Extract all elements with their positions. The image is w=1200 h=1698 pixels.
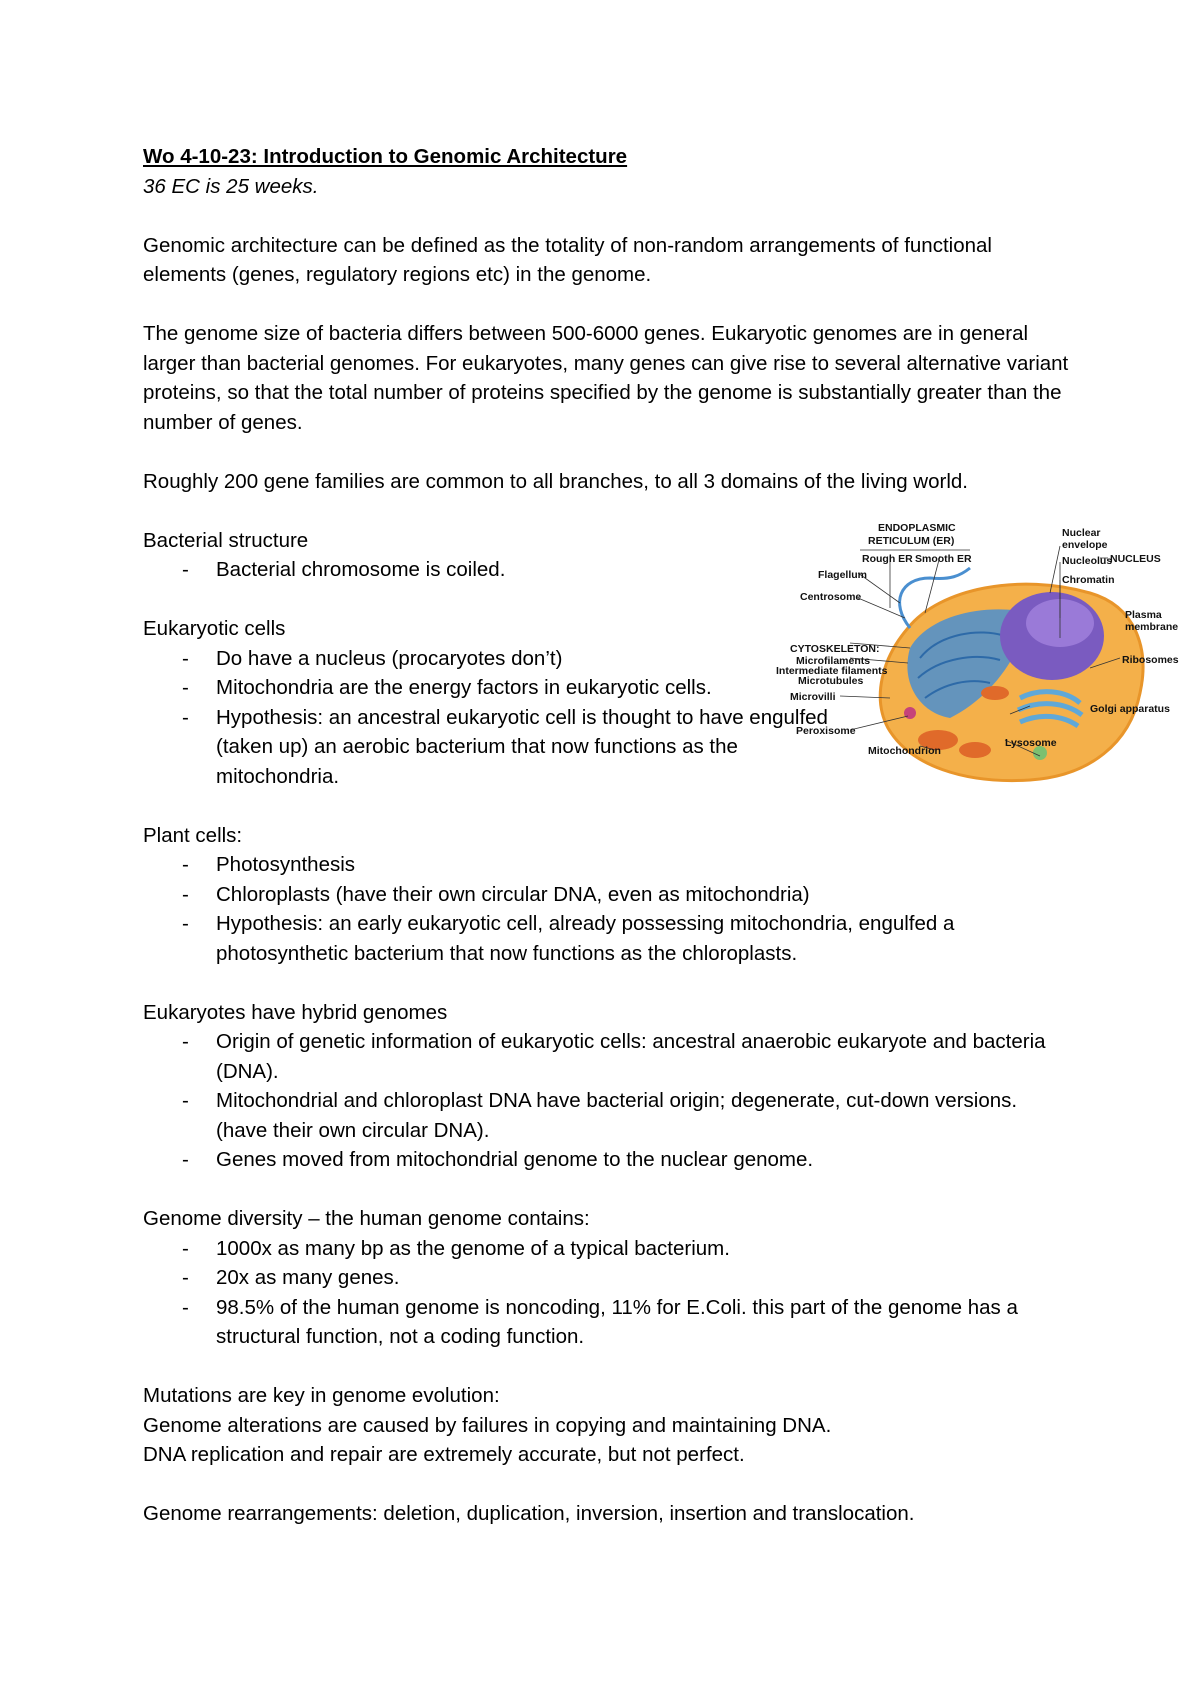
list-item-text: Hypothesis: an ancestral eukaryotic cell is thought to have engulfed (taken up) an aerobic bacterium that now functions as the mitochondria. bbox=[216, 705, 828, 788]
document-body bbox=[143, 142, 1073, 1529]
label-plasma-membrane: membrane bbox=[1125, 621, 1179, 633]
bullet-dash: - bbox=[182, 1148, 189, 1171]
bullet-dash: - bbox=[182, 1030, 189, 1053]
label-plasma-membrane: Plasma bbox=[1125, 609, 1162, 621]
mitochondrion-shape bbox=[981, 686, 1009, 700]
list-item bbox=[143, 909, 1073, 968]
section-heading-eukaryotic: Eukaryotic cells bbox=[143, 617, 286, 640]
bullet-dash: - bbox=[182, 912, 189, 935]
diversity-list bbox=[143, 1234, 1073, 1352]
list-item-text: Do have a nucleus (procaryotes don’t) bbox=[216, 646, 563, 670]
mutations-line-1: Genome alterations are caused by failures in copying and maintaining DNA. bbox=[143, 1413, 832, 1437]
paragraph-gene-families: Roughly 200 gene families are common to all branches, to all 3 domains of the living world. bbox=[143, 469, 968, 493]
list-item-text: Photosynthesis bbox=[216, 853, 356, 876]
section-heading-mutations: Mutations are key in genome evolution: bbox=[143, 1384, 500, 1407]
label-golgi-apparatus: Golgi apparatus bbox=[1090, 703, 1170, 715]
label-microtubules: Microtubules bbox=[798, 675, 864, 687]
list-item-text: Bacterial chromosome is coiled. bbox=[216, 558, 506, 581]
animal-cell-svg bbox=[776, 518, 1200, 818]
list-item bbox=[143, 703, 856, 792]
label-microfilaments: Microfilaments bbox=[796, 655, 871, 667]
list-item bbox=[143, 1293, 1073, 1352]
bullet-dash: - bbox=[182, 558, 189, 581]
peroxisome-shape bbox=[904, 707, 916, 719]
label-flagellum: Flagellum bbox=[818, 569, 868, 581]
section-heading-bacterial: Bacterial structure bbox=[143, 528, 309, 552]
label-rough-er: Rough ER bbox=[862, 553, 913, 565]
label-microvilli: Microvilli bbox=[790, 691, 836, 703]
label-cytoskeleton: CYTOSKELETON: bbox=[790, 643, 880, 655]
list-item bbox=[143, 880, 1073, 910]
list-item-text: Chloroplasts (have their own circular DNA, even as mitochondria) bbox=[216, 882, 810, 906]
list-item bbox=[143, 1086, 1073, 1145]
label-ribosomes: Ribosomes bbox=[1122, 654, 1179, 666]
bullet-dash: - bbox=[182, 1266, 189, 1289]
bullet-dash: - bbox=[182, 646, 189, 670]
label-lysosome: Lysosome bbox=[1005, 737, 1057, 749]
bullet-dash: - bbox=[182, 705, 189, 729]
list-item-text: 20x as many genes. bbox=[216, 1266, 400, 1289]
list-item-text: Mitochondrial and chloroplast DNA have bacterial origin; degenerate, cut-down versions. (have their own circular DNA). bbox=[216, 1089, 1018, 1142]
label-chromatin: Chromatin bbox=[1062, 574, 1115, 586]
bullet-dash: - bbox=[182, 1295, 189, 1319]
list-item bbox=[143, 1263, 1073, 1293]
paragraph-definition: Genomic architecture can be defined as the totality of non-random arrangements of functional elements (genes, regulatory regions etc) in the genome. bbox=[143, 233, 992, 286]
bullet-dash: - bbox=[182, 882, 189, 906]
section-heading-plant: Plant cells: bbox=[143, 823, 243, 847]
label-er-title: ENDOPLASMIC bbox=[878, 522, 956, 534]
label-er-title: RETICULUM (ER) bbox=[868, 535, 955, 547]
label-nuclear-envelope: Nuclear bbox=[1062, 527, 1101, 539]
list-item-text: Mitochondria are the energy factors in eukaryotic cells. bbox=[216, 676, 712, 699]
list-item-text: Genes moved from mitochondrial genome to the nuclear genome. bbox=[216, 1148, 814, 1171]
list-item bbox=[143, 1145, 1073, 1175]
label-intermediate-filaments: Intermediate filaments bbox=[776, 665, 888, 677]
list-item bbox=[143, 1027, 1073, 1086]
paragraph-rearrangements: Genome rearrangements: deletion, duplication, inversion, insertion and translocation. bbox=[143, 1502, 915, 1525]
animal-cell-diagram bbox=[776, 518, 1200, 818]
bullet-dash: - bbox=[182, 1236, 189, 1260]
plant-list bbox=[143, 850, 1073, 968]
label-nucleolus: Nucleolus bbox=[1062, 555, 1113, 567]
document-title: Wo 4-10-23: Introduction to Genomic Architecture bbox=[143, 145, 628, 168]
label-nuclear-envelope: envelope bbox=[1062, 539, 1108, 551]
label-mitochondrion: Mitochondrion bbox=[868, 745, 941, 757]
list-item bbox=[143, 1234, 1073, 1264]
list-item-text: 98.5% of the human genome is noncoding, 11% for E.Coli. this part of the genome has a structural function, not a coding function. bbox=[216, 1295, 1018, 1348]
section-heading-hybrid: Eukaryotes have hybrid genomes bbox=[143, 1000, 448, 1024]
section-heading-diversity: Genome diversity – the human genome contains: bbox=[143, 1207, 590, 1230]
hybrid-list bbox=[143, 1027, 1073, 1175]
document-subtitle: 36 EC is 25 weeks. bbox=[143, 174, 319, 198]
bullet-dash: - bbox=[182, 1089, 189, 1112]
bullet-dash: - bbox=[182, 853, 189, 876]
label-centrosome: Centrosome bbox=[800, 591, 862, 603]
label-smooth-er: Smooth ER bbox=[915, 553, 972, 565]
label-nucleus: NUCLEUS bbox=[1110, 553, 1161, 565]
mutations-line-2: DNA replication and repair are extremely accurate, but not perfect. bbox=[143, 1443, 745, 1466]
list-item-text: Hypothesis: an early eukaryotic cell, already possessing mitochondria, engulfed a photosynthetic bacterium that now functions as the chloroplasts. bbox=[216, 912, 955, 965]
list-item-text: Origin of genetic information of eukaryotic cells: ancestral anaerobic eukaryote and bacteria (DNA). bbox=[216, 1030, 1046, 1083]
list-item bbox=[143, 850, 1073, 880]
list-item-text: 1000x as many bp as the genome of a typical bacterium. bbox=[216, 1236, 730, 1260]
bullet-dash: - bbox=[182, 676, 189, 699]
label-peroxisome: Peroxisome bbox=[796, 725, 856, 737]
mitochondrion-shape bbox=[959, 742, 991, 758]
paragraph-genome-size: The genome size of bacteria differs between 500-6000 genes. Eukaryotic genomes are in general larger than bacterial genomes. For eukaryotes, many genes can give rise to several alternative variant proteins, so that the total number of proteins specified by the genome is substantially greater than the number of genes. bbox=[143, 322, 1069, 434]
